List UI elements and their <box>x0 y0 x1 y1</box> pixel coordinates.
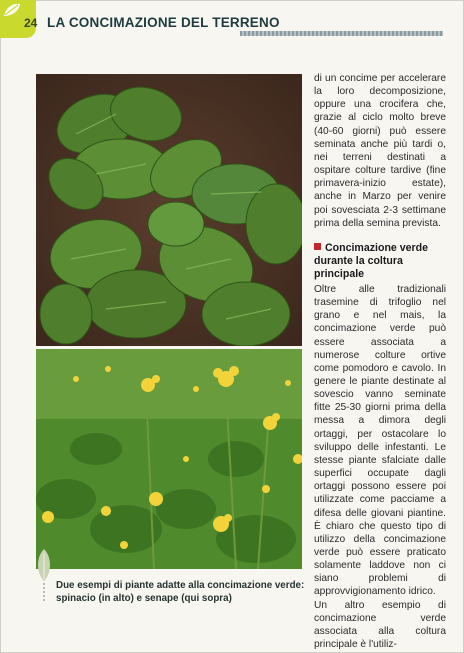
body-paragraph-2: Oltre alle tradizionali trasemine di trifoglio nel grano e nel mais, la concimazione verde può essere associata a numerose colture ortive come pomodoro e cavolo. In genere le piante destinate al sovescio vanno seminate fitte 25-30 giorni prima della messa a dimora degli ortaggi, per ostacolare lo sviluppo delle infestanti. Le stesse piante sfalciate dalle superfici occupate dagli ortaggi possono essere poi utilizzate come pacciame a difesa delle giovani piantine. È chiaro che questo tipo di utilizzo della concimazione verde può essere praticato solamente laddove non ci siano problemi di approvvigionamento idrico. <box>314 283 446 598</box>
subheading-text: Concimazione verde durante la coltura principale <box>314 241 429 280</box>
figure-caption: Due esempi di piante adatte alla concimazione verde: spinacio (in alto) e senape (qui sopra) <box>56 580 305 604</box>
body-text-column <box>314 72 446 651</box>
section-subheading <box>314 242 446 281</box>
spinach-plants-photo <box>36 74 302 346</box>
body-paragraph-3: Un altro esempio di concimazione verde associata alla coltura principale è l'utiliz- <box>314 599 446 651</box>
leaf-icon <box>2 2 22 18</box>
chapter-title: LA CONCIMAZIONE DEL TERRENO <box>47 15 280 30</box>
page-number: 24 <box>24 16 38 30</box>
page-header <box>0 0 464 40</box>
square-bullet-icon <box>314 243 321 250</box>
header-divider <box>240 31 443 36</box>
caption-leaf-icon <box>35 547 53 603</box>
mustard-flowers-photo <box>36 349 302 569</box>
body-paragraph-1: di un concime per accelerare la loro decomposizione, oppure una crocifera che, grazie al ciclo molto breve (40-60 giorni) può essere seminata anche più tardi o, nei terreni destinati a ospitare colture tardive (fine primavera-inizio estate), anche in Marzo per venire poi sovesciata 2-3 settimane prima della semina prevista. <box>314 73 446 229</box>
